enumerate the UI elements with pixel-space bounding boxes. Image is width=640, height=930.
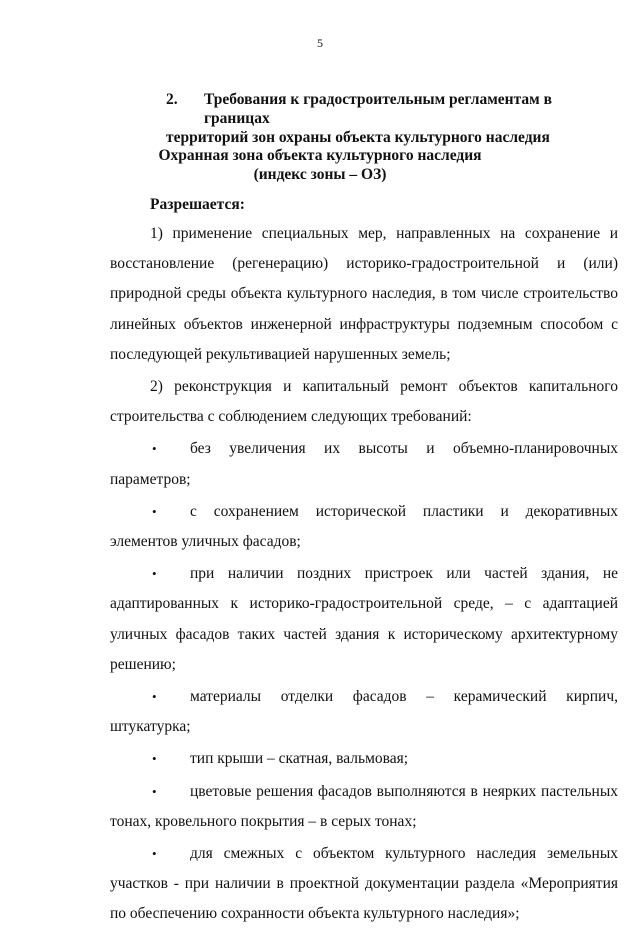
zone-title-line-1: Охранная зона объекта культурного наследия [158,147,482,164]
document-body [110,190,618,930]
bullet-icon: • [152,751,157,767]
bullet-item [110,744,618,774]
page-number: 5 [317,36,323,50]
bullet-item [110,434,618,494]
section-title-line-2: территорий зон охраны объекта культурного наследия [166,129,550,146]
section-title-line-1: Требования к градостроительным регламентам в границах [204,91,552,127]
bullet-icon: • [152,783,157,799]
bullet-item [110,777,618,837]
bullet-icon: • [152,566,157,582]
bullet-text: без увеличения их высоты и объемно-планировочных параметров; [110,440,618,488]
bullet-text: при наличии поздних пристроек или частей здания, не адаптированных к историко-градостроительной среде, – с адаптацией уличных фасадов таких частей здания к историческому архитектурному решению; [110,565,618,673]
zone-title [0,146,640,184]
bullet-text: тип крыши – скатная, вальмовая; [190,750,409,768]
section-number: 2. [166,91,178,108]
section-heading [166,90,618,147]
bullet-text: с сохранением исторической пластики и декоративных элементов уличных фасадов; [110,502,618,551]
allowed-label: Разрешается: [150,196,245,213]
bullet-icon: • [152,846,157,862]
bullet-item [110,682,618,742]
bullet-item [110,559,618,680]
item-1: 1) применение специальных мер, направленных на сохранение и восстановление (регенерацию) историко-градостроительной и (или) природной среды объекта культурного наследия, в том числе строительство линейных объектов инженерной инфраструктуры подземным способом с последующей рекультивацией нарушенных земель; [110,225,618,363]
bullet-icon: • [152,689,157,705]
item-2: 2) реконструкция и капитальный ремонт объектов капитального строительства с соблюдением следующих требований: [110,378,618,426]
bullet-text: для смежных с объектом культурного наследия земельных участков - при наличии в проектной документации раздела «Мероприятия по обеспечению сохранности объекта культурного наследия»; [110,845,618,923]
bullet-item [110,497,618,557]
bullet-icon: • [152,503,157,519]
bullet-icon: • [152,441,157,457]
bullet-text: материалы отделки фасадов – керамический кирпич, штукатурка; [110,688,618,736]
bullet-item [110,839,618,930]
bullet-text: цветовые решения фасадов выполняются в неярких пастельных тонах, кровельного покрытия – в серых тонах; [110,782,618,830]
zone-title-line-2: (индекс зоны – ОЗ) [253,166,387,183]
